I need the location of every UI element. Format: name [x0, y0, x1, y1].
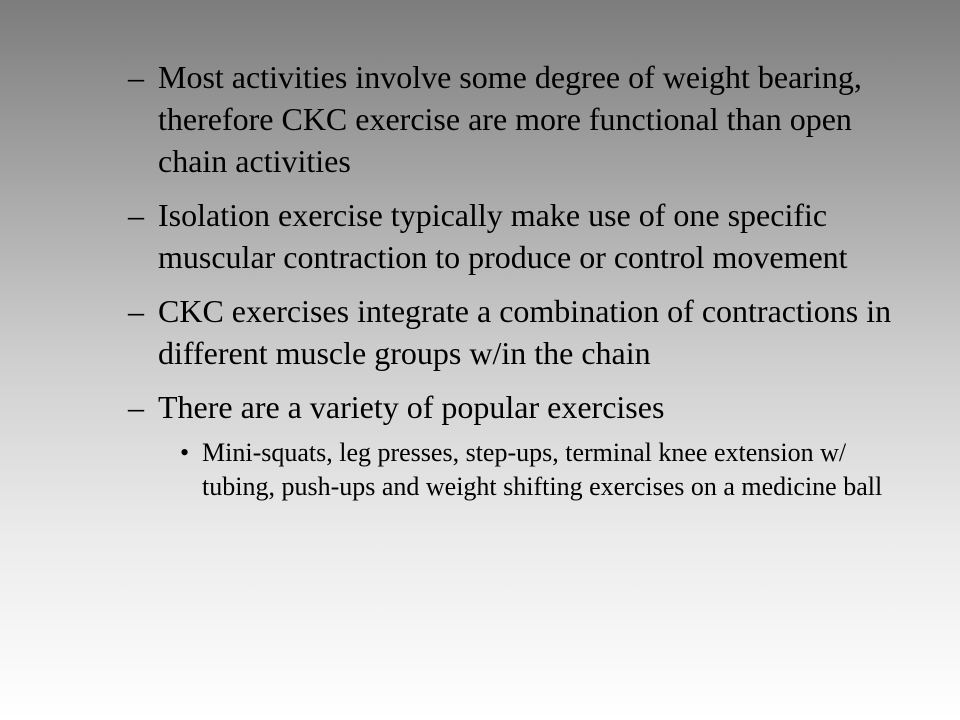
- slide-content: [128, 56, 908, 504]
- bullet-weight-bearing: [128, 56, 908, 182]
- subbullet-text: Mini-squats, leg presses, step-ups, terminal knee extension w/ tubing, push-ups and weight shifting exercises on a medicine ball: [202, 438, 883, 501]
- dash-marker: –: [128, 59, 144, 95]
- dash-marker: –: [128, 293, 144, 329]
- dot-marker: •: [180, 438, 190, 467]
- bullet-text: Most activities involve some degree of weight bearing, therefore CKC exercise are more functional than open chain activities: [158, 59, 862, 179]
- bullet-text: Isolation exercise typically make use of one specific muscular contraction to produce or control movement: [158, 197, 848, 275]
- dash-marker: –: [128, 197, 144, 233]
- bullet-popular-exercises: [128, 386, 908, 428]
- bullet-text: There are a variety of popular exercises: [158, 389, 665, 425]
- bullet-text: CKC exercises integrate a combination of contractions in different muscle groups w/in the chain: [158, 293, 892, 371]
- dash-marker: –: [128, 389, 144, 425]
- subbullet-exercise-list: [172, 436, 908, 504]
- bullet-isolation-exercise: [128, 194, 908, 278]
- bullet-ckc-integrate: [128, 290, 908, 374]
